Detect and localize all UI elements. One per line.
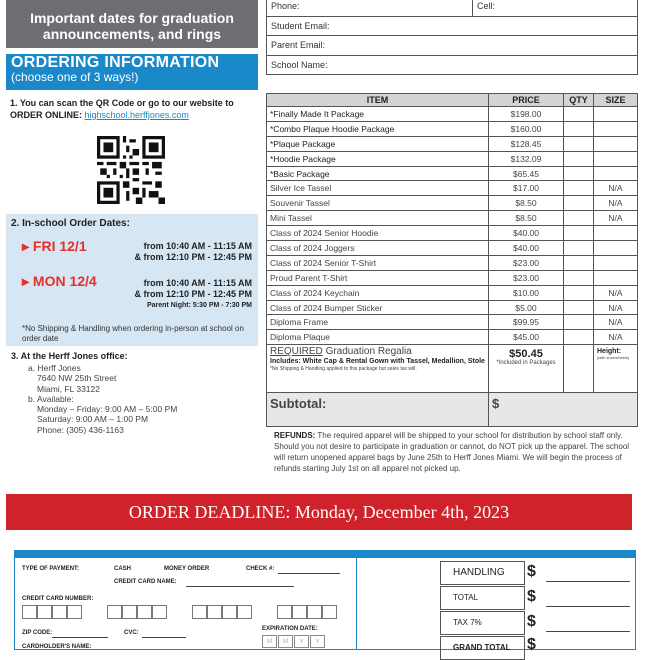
qty-input[interactable] <box>564 241 594 256</box>
tax-dollar: $ <box>527 613 536 630</box>
size-cell[interactable] <box>594 255 638 270</box>
item-cell: Class of 2024 Keychain <box>267 285 489 300</box>
date1-time1: from 10:40 AM - 11:15 AM <box>143 241 252 251</box>
cardholder-name-label: CARDHOLDER'S NAME: <box>22 644 92 650</box>
parent-email-field[interactable] <box>267 36 638 56</box>
regalia-height-note: (with shoes/heels) <box>597 355 630 361</box>
school-name-label: School Name: <box>271 59 328 70</box>
table-row <box>267 330 638 345</box>
table-row <box>267 226 638 241</box>
item-cell: Class of 2024 Bumper Sticker <box>267 300 489 315</box>
refunds-text: The required apparel will be shipped to your school for distribution by school staff only. Should you not desire to participate in graduation or cannot, do NOT pick up the apparel. The school will return unopened apparel bags by June 25th to Herff Jones Miami. We will begin the process of refunds starting July 1st on all apparel not picked up. <box>274 431 630 473</box>
contact-table <box>266 0 638 75</box>
expiration-date-label: EXPIRATION DATE: <box>262 626 318 632</box>
payment-type-label: TYPE OF PAYMENT: <box>22 566 80 572</box>
qty-input[interactable] <box>564 330 594 345</box>
qty-input[interactable] <box>564 181 594 196</box>
step1-text <box>10 97 255 121</box>
handling-amount-line[interactable] <box>546 581 630 582</box>
total-label: TOTAL <box>453 593 479 602</box>
table-row <box>267 136 638 151</box>
qty-input[interactable] <box>564 226 594 241</box>
order-online-link[interactable]: highschool.herffjones.com <box>84 110 189 120</box>
office-available: b. Available: <box>28 393 74 404</box>
table-row <box>267 107 638 122</box>
item-cell: Class of 2024 Joggers <box>267 241 489 256</box>
zip-code-label: ZIP CODE: <box>22 630 53 636</box>
regalia-required: REQUIRED <box>270 346 323 358</box>
price-cell: $8.50 <box>489 196 564 211</box>
credit-card-digit-box[interactable] <box>207 605 222 619</box>
dates-heading: Important dates for graduation announcements, and rings <box>30 10 234 42</box>
handling-dollar: $ <box>527 563 536 580</box>
qty-input[interactable] <box>564 151 594 166</box>
item-cell: Diploma Frame <box>267 315 489 330</box>
student-email-field[interactable] <box>267 16 638 36</box>
regalia-price-note: *Included in Packages <box>496 360 556 367</box>
expiration-box[interactable]: Y <box>294 635 309 648</box>
price-cell: $99.95 <box>489 315 564 330</box>
credit-card-digit-box[interactable] <box>52 605 67 619</box>
step2-title: 2. In-school Order Dates: <box>11 218 130 229</box>
price-cell: $198.00 <box>489 107 564 122</box>
cell-label: Cell: <box>477 1 496 12</box>
date1-times <box>110 241 252 263</box>
qty-input[interactable] <box>564 196 594 211</box>
parent-email-label: Parent Email: <box>271 40 326 51</box>
cash-option[interactable]: CASH <box>114 566 132 572</box>
credit-card-digit-box[interactable] <box>152 605 167 619</box>
student-email-label: Student Email: <box>271 20 330 31</box>
tax-amount-line[interactable] <box>546 631 630 632</box>
tax-label: TAX 7% <box>453 618 482 627</box>
order-deadline-text: ORDER DEADLINE: Monday, December 4th, 2023 <box>128 502 510 522</box>
price-cell: $23.00 <box>489 270 564 285</box>
table-row <box>267 211 638 226</box>
school-name-field[interactable] <box>267 55 638 75</box>
size-cell: N/A <box>594 211 638 226</box>
date2-times <box>110 278 252 311</box>
play-arrow-icon: ▸ <box>22 238 33 254</box>
table-row <box>267 196 638 211</box>
size-cell[interactable] <box>594 151 638 166</box>
date2-label: MON 12/4 <box>32 273 97 289</box>
size-cell: N/A <box>594 196 638 211</box>
price-cell: $23.00 <box>489 255 564 270</box>
table-row <box>267 315 638 330</box>
regalia-note: *No Shipping & Handling applied to this package but sales tax will. <box>270 366 417 373</box>
subtotal-value[interactable]: $ <box>489 393 638 427</box>
regalia-size-cell[interactable] <box>594 345 638 393</box>
item-cell: Class of 2024 Senior T-Shirt <box>267 255 489 270</box>
dates-banner <box>6 0 258 48</box>
date-mon <box>22 273 97 291</box>
credit-card-name-label: CREDIT CARD NAME: <box>114 579 177 585</box>
expiration-box[interactable]: Y <box>310 635 325 648</box>
qty-input[interactable] <box>564 285 594 300</box>
size-header: SIZE <box>594 94 638 107</box>
qty-input[interactable] <box>564 211 594 226</box>
step3-title: 3. At the Herff Jones office: <box>11 351 128 361</box>
table-row <box>267 300 638 315</box>
credit-card-digit-box[interactable] <box>67 605 82 619</box>
grand-total-row <box>440 636 525 660</box>
size-cell: N/A <box>594 300 638 315</box>
size-cell: N/A <box>594 330 638 345</box>
office-address2: Miami, FL 33122 <box>37 383 100 394</box>
qty-input[interactable] <box>564 107 594 122</box>
play-arrow-icon: ▸ <box>22 273 33 289</box>
credit-card-digit-box[interactable] <box>322 605 337 619</box>
order-deadline-banner <box>6 494 632 530</box>
item-cell: *Basic Package <box>267 166 489 181</box>
size-cell[interactable] <box>594 241 638 256</box>
table-row <box>267 285 638 300</box>
check-option[interactable]: CHECK #: <box>246 566 275 572</box>
table-row <box>267 166 638 181</box>
office-hours2: Saturday: 9:00 AM – 1:00 PM <box>37 414 149 425</box>
size-cell[interactable] <box>594 121 638 136</box>
regalia-name: Graduation Regalia <box>325 346 412 358</box>
regalia-qty-input[interactable] <box>564 345 594 393</box>
subtotal-row <box>267 393 638 427</box>
zip-code-line[interactable] <box>52 637 108 638</box>
credit-card-digit-box[interactable] <box>222 605 237 619</box>
ordering-subtitle: (choose one of 3 ways!) <box>11 70 139 84</box>
date2-time1: from 10:40 AM - 11:15 AM <box>143 278 252 288</box>
regalia-item-cell <box>267 345 489 393</box>
subtotal-label: Subtotal: <box>267 393 489 427</box>
qr-code-icon[interactable] <box>97 136 165 204</box>
total-amount-line[interactable] <box>546 606 630 607</box>
price-cell: $17.00 <box>489 181 564 196</box>
credit-card-digit-box[interactable] <box>192 605 207 619</box>
item-cell: *Combo Plaque Hoodie Package <box>267 121 489 136</box>
refunds-label: REFUNDS: <box>274 431 316 440</box>
form-divider <box>356 558 357 650</box>
qty-header: QTY <box>564 94 594 107</box>
price-cell: $5.00 <box>489 300 564 315</box>
office-name: a. Herff Jones <box>28 363 81 373</box>
credit-card-number-label: CREDIT CARD NUMBER: <box>22 596 94 602</box>
item-cell: *Hoodie Package <box>267 151 489 166</box>
price-cell: $160.00 <box>489 121 564 136</box>
grand-total-dollar: $ <box>527 636 536 653</box>
office-info <box>28 363 177 435</box>
qty-input[interactable] <box>564 315 594 330</box>
price-cell: $128.45 <box>489 136 564 151</box>
table-row <box>267 181 638 196</box>
regalia-row <box>267 345 638 393</box>
credit-card-digit-box[interactable] <box>22 605 37 619</box>
table-row <box>267 241 638 256</box>
office-phone: Phone: (305) 436-1163 <box>37 424 124 435</box>
handling-label: HANDLING <box>453 567 505 578</box>
qty-input[interactable] <box>564 121 594 136</box>
credit-card-digit-box[interactable] <box>137 605 152 619</box>
payment-form-header-bar <box>14 550 636 558</box>
size-cell: N/A <box>594 315 638 330</box>
check-number-line[interactable] <box>278 573 340 574</box>
regalia-price: $50.45 <box>509 348 543 361</box>
credit-card-digit-box[interactable] <box>237 605 252 619</box>
expiration-box[interactable]: M <box>278 635 293 648</box>
item-header: ITEM <box>267 94 489 107</box>
qty-input[interactable] <box>564 255 594 270</box>
total-dollar: $ <box>527 588 536 605</box>
item-cell: Souvenir Tassel <box>267 196 489 211</box>
size-cell: N/A <box>594 181 638 196</box>
money-order-option[interactable]: MONEY ORDER <box>164 566 210 572</box>
credit-card-digit-box[interactable] <box>277 605 292 619</box>
credit-card-digit-box[interactable] <box>307 605 322 619</box>
price-cell: $40.00 <box>489 226 564 241</box>
table-row <box>267 151 638 166</box>
price-cell: $8.50 <box>489 211 564 226</box>
date2-time2: & from 12:10 PM - 12:45 PM <box>134 289 252 299</box>
office-address1: 7640 NW 25th Street <box>37 373 117 384</box>
cvc-label: CVC: <box>124 630 139 636</box>
phone-label: Phone: <box>271 1 300 12</box>
table-row <box>267 255 638 270</box>
phone-field[interactable] <box>267 0 473 16</box>
regalia-height-label: Height: <box>597 348 622 356</box>
date1-label: FRI 12/1 <box>32 238 87 254</box>
date-fri <box>22 238 87 256</box>
refunds-paragraph <box>274 430 636 474</box>
price-header: PRICE <box>489 94 564 107</box>
qty-input[interactable] <box>564 166 594 181</box>
parent-night: Parent Night: 5:30 PM - 7:30 PM <box>146 302 252 309</box>
price-cell: $132.09 <box>489 151 564 166</box>
qty-input[interactable] <box>564 270 594 285</box>
item-cell: *Plaque Package <box>267 136 489 151</box>
total-row <box>440 586 525 610</box>
ordering-title: ORDERING INFORMATION <box>11 54 220 71</box>
price-cell: $45.00 <box>489 330 564 345</box>
credit-card-digit-box[interactable] <box>107 605 122 619</box>
grand-total-label: GRAND TOTAL <box>453 643 511 652</box>
credit-card-name-line[interactable] <box>186 586 294 587</box>
size-cell[interactable] <box>594 270 638 285</box>
item-cell: *Finally Made It Package <box>267 107 489 122</box>
credit-card-digit-box[interactable] <box>122 605 137 619</box>
cvc-line[interactable] <box>142 637 186 638</box>
qty-input[interactable] <box>564 300 594 315</box>
size-cell[interactable] <box>594 136 638 151</box>
qty-input[interactable] <box>564 136 594 151</box>
regalia-price-cell <box>489 345 564 393</box>
tax-row <box>440 611 525 635</box>
cell-field[interactable] <box>473 0 638 16</box>
item-cell: Proud Parent T-Shirt <box>267 270 489 285</box>
item-cell: Silver Ice Tassel <box>267 181 489 196</box>
item-cell: Mini Tassel <box>267 211 489 226</box>
shipping-note: *No Shipping & Handling when ordering in-person at school on order date <box>22 324 244 343</box>
expiration-box[interactable]: M <box>262 635 277 648</box>
size-cell[interactable] <box>594 107 638 122</box>
ordering-banner <box>6 54 258 90</box>
office-hours1: Monday – Friday: 9:00 AM – 5:00 PM <box>37 404 178 415</box>
handling-row <box>440 561 525 585</box>
step1-label: 1. You can scan the QR Code or go to our website to ORDER ONLINE: <box>10 98 234 120</box>
price-cell: $65.45 <box>489 166 564 181</box>
table-row <box>267 121 638 136</box>
regalia-includes: Includes: White Cap & Rental Gown with Tassel, Medallion, Stole <box>270 358 485 366</box>
item-cell: Diploma Plaque <box>267 330 489 345</box>
order-table <box>266 93 638 427</box>
credit-card-digit-box[interactable] <box>37 605 52 619</box>
size-cell[interactable] <box>594 166 638 181</box>
price-cell: $10.00 <box>489 285 564 300</box>
item-cell: Class of 2024 Senior Hoodie <box>267 226 489 241</box>
size-cell: N/A <box>594 285 638 300</box>
size-cell[interactable] <box>594 226 638 241</box>
table-row <box>267 270 638 285</box>
date1-time2: & from 12:10 PM - 12:45 PM <box>134 252 252 262</box>
credit-card-digit-box[interactable] <box>292 605 307 619</box>
price-cell: $40.00 <box>489 241 564 256</box>
